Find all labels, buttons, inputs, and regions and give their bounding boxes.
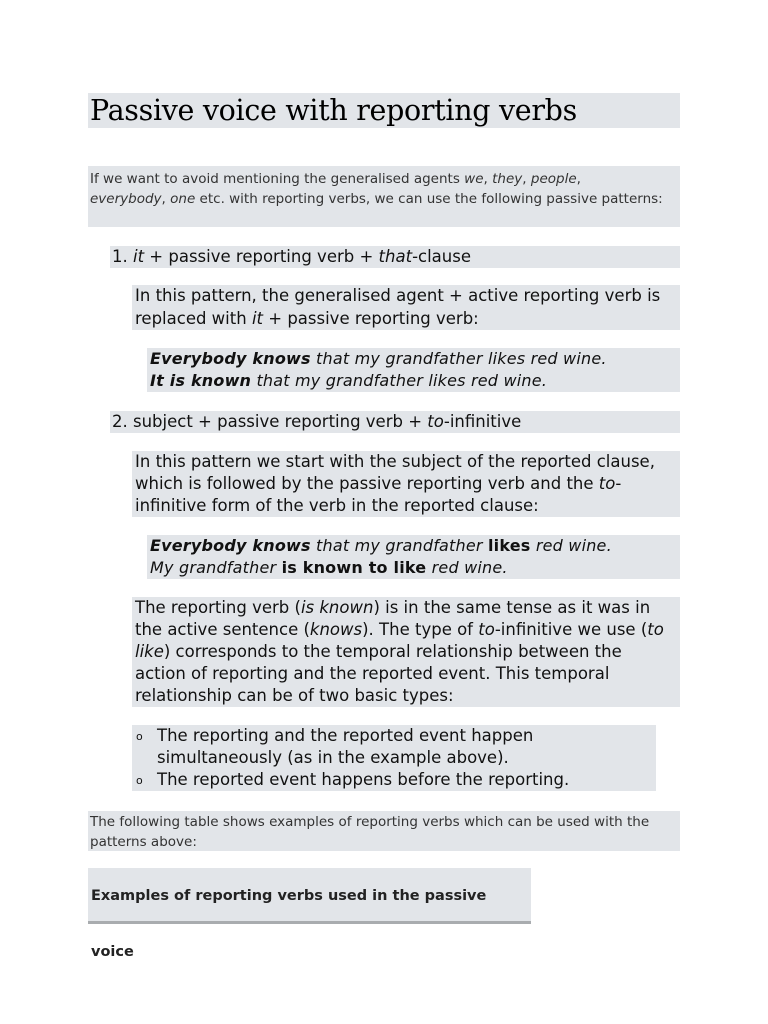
- page-title: Passive voice with reporting verbs: [88, 93, 680, 128]
- intro-paragraph: If we want to avoid mentioning the generalised agents we, they, people, everybody, one etc. with reporting verbs, we can use the following passive patterns:: [88, 166, 680, 227]
- pattern-1-examples: [147, 348, 680, 392]
- pattern-1-heading: 1. it + passive reporting verb + that-clause: [110, 246, 680, 268]
- pattern-2-description: In this pattern we start with the subject of the reported clause, which is followed by the passive reporting verb and the to-infinitive form of the verb in the reported clause:: [132, 451, 680, 517]
- tense-explanation: The reporting verb (is known) is in the same tense as it was in the active sentence (knows). The type of to-infinitive we use (to like) corresponds to the temporal relationship between the action of reporting and the reported event. This temporal relationship can be of two basic types:: [132, 597, 680, 707]
- table-note: The following table shows examples of reporting verbs which can be used with the patterns above:: [88, 811, 680, 851]
- list-item: o The reporting and the reported event happen simultaneously (as in the example above).: [136, 726, 534, 767]
- example-line: It is known that my grandfather likes red wine.: [150, 371, 548, 390]
- example-line: Everybody knows that my grandfather likes red wine.: [150, 536, 612, 555]
- example-line: My grandfather is known to like red wine.: [150, 558, 508, 577]
- bullet-icon: o: [136, 774, 143, 787]
- example-line: Everybody knows that my grandfather likes red wine.: [150, 349, 607, 368]
- pattern-1-description: In this pattern, the generalised agent + active reporting verb is replaced with it + passive reporting verb:: [132, 285, 680, 330]
- table-caption: Examples of reporting verbs used in the passive voice: [88, 868, 531, 924]
- pattern-2-examples: [147, 535, 680, 579]
- bullet-icon: o: [136, 730, 143, 743]
- list-item: o The reported event happens before the reporting.: [132, 769, 656, 791]
- pattern-2-heading: 2. subject + passive reporting verb + to-infinitive: [110, 411, 680, 433]
- temporal-types-list: [132, 725, 656, 791]
